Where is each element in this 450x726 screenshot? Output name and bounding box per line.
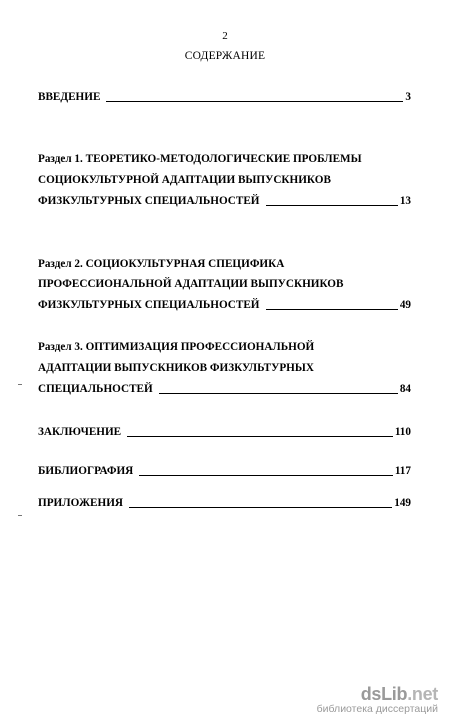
toc-entry-label: СПЕЦИАЛЬНОСТЕЙ bbox=[38, 383, 153, 395]
site-watermark[interactable] bbox=[317, 685, 438, 716]
watermark-logo bbox=[317, 685, 438, 703]
toc-leader-line bbox=[127, 435, 393, 437]
toc-page-number: 3 bbox=[405, 91, 411, 103]
toc-section1-line2: СОЦИОКУЛЬТУРНОЙ АДАПТАЦИИ ВЫПУСКНИКОВ bbox=[38, 174, 331, 186]
scan-artifact bbox=[18, 515, 22, 516]
toc-page-number: 149 bbox=[394, 497, 411, 509]
toc-entry-introduction[interactable] bbox=[38, 90, 411, 104]
toc-leader-line bbox=[106, 100, 403, 102]
toc-entry-label: БИБЛИОГРАФИЯ bbox=[38, 465, 134, 477]
watermark-logo-tld: .net bbox=[407, 684, 438, 704]
watermark-logo-main: dsLib bbox=[360, 684, 408, 704]
toc-entry-appendices[interactable] bbox=[38, 496, 411, 510]
toc-leader-line bbox=[139, 474, 393, 476]
toc-section2-line1: Раздел 2. СОЦИОКУЛЬТУРНАЯ СПЕЦИФИКА bbox=[38, 258, 285, 270]
toc-page-number: 110 bbox=[394, 426, 411, 438]
toc-entry-label: ВВЕДЕНИЕ bbox=[38, 91, 101, 103]
toc-entry-bibliography[interactable] bbox=[38, 464, 411, 478]
watermark-subtitle: библиотека диссертаций bbox=[316, 703, 438, 715]
toc-entry-label: ФИЗКУЛЬТУРНЫХ СПЕЦИАЛЬНОСТЕЙ bbox=[38, 195, 260, 207]
toc-entry-section3[interactable] bbox=[38, 382, 411, 396]
toc-leader-line bbox=[129, 506, 392, 508]
toc-entry-section1[interactable] bbox=[38, 194, 411, 208]
toc-section1-line1: Раздел 1. ТЕОРЕТИКО-МЕТОДОЛОГИЧЕСКИЕ ПРОБЛЕМЫ bbox=[38, 153, 362, 165]
toc-entry-label: ПРИЛОЖЕНИЯ bbox=[38, 497, 124, 509]
scan-artifact bbox=[18, 384, 22, 385]
toc-page-number: 117 bbox=[394, 465, 411, 477]
toc-entry-conclusion[interactable] bbox=[38, 425, 411, 439]
toc-leader-line bbox=[266, 308, 398, 310]
toc-section2-line2: ПРОФЕССИОНАЛЬНОЙ АДАПТАЦИИ ВЫПУСКНИКОВ bbox=[38, 278, 344, 290]
toc-section3-line2: АДАПТАЦИИ ВЫПУСКНИКОВ ФИЗКУЛЬТУРНЫХ bbox=[38, 362, 314, 374]
toc-page-number: 49 bbox=[399, 299, 411, 311]
toc-entry-label: ЗАКЛЮЧЕНИЕ bbox=[38, 426, 122, 438]
page-number: 2 bbox=[222, 30, 228, 42]
toc-leader-line bbox=[159, 392, 398, 394]
toc-leader-line bbox=[266, 204, 398, 206]
toc-entry-section2[interactable] bbox=[38, 298, 411, 312]
toc-page-number: 13 bbox=[399, 195, 411, 207]
toc-entry-label: ФИЗКУЛЬТУРНЫХ СПЕЦИАЛЬНОСТЕЙ bbox=[38, 299, 260, 311]
toc-page-number: 84 bbox=[399, 383, 411, 395]
toc-section3-line1: Раздел 3. ОПТИМИЗАЦИЯ ПРОФЕССИОНАЛЬНОЙ bbox=[38, 341, 315, 353]
page-title: СОДЕРЖАНИЕ bbox=[184, 50, 266, 62]
